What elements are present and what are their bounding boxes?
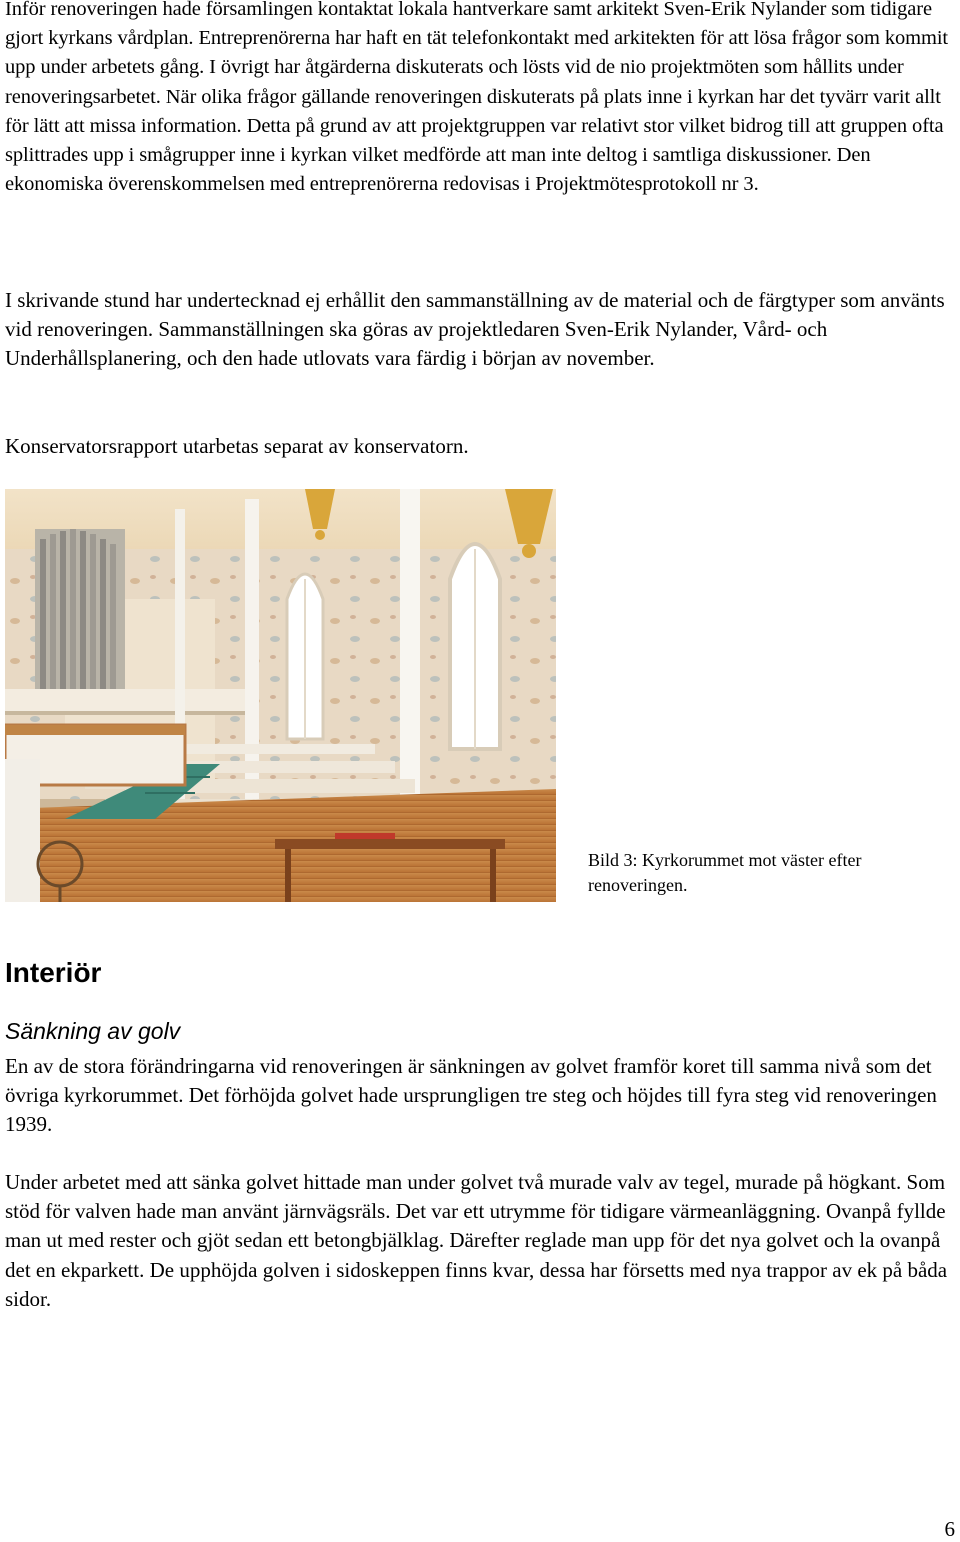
paragraph-under-floor-findings: Under arbetet med att sänka golvet hittade man under golvet två murade valv av tegel, murade på högkant. Som stöd för valven hade man använt järnvägsräls. Det var ett utrymme för tidigare värmeanläggning. Ovanpå fyllde man ut med rester och gjöt sedan ett betongbjälklag. Därefter reglade man upp för det nya golvet och la ovanpå det en ekparkett. De upphöjda golven i sidoskeppen finns kvar, dessa har försetts med nya trappor av ek på båda sidor. (5, 1170, 948, 1311)
paragraph-material-summary: I skrivande stund har undertecknad ej erhållit den sammanställning av de material och de färgtyper som använts vid renoveringen. Sammanställningen ska göras av projektledaren Sven-Erik Nylander, Vård- och Underhållsplanering, och den hade utlovats vara färdig i början av november. (5, 288, 945, 371)
paragraph-floor-lowering: En av de stora förändringarna vid renoveringen är sänkningen av golvet framför koret till samma nivå som det övriga kyrkorummet. Det förhöjda golvet hade ursprungligen tre steg och höjdes till fyra steg vid renoveringen 1939. (5, 1054, 937, 1137)
church-interior-photo (5, 489, 556, 902)
figure-caption: Bild 3: Kyrkorummet mot väster efter renoveringen. (588, 850, 862, 895)
page-number: 6 (944, 1517, 955, 1541)
paragraph-project-meetings: Inför renoveringen hade församlingen kontaktat lokala hantverkare samt arkitekt Sven-Erik Nylander som tidigare gjort kyrkans vårdplan. Entreprenörerna har haft en tät telefonkontakt med arkitekten för att lösa frågor som kommit upp under arbetets gång. I övrigt har åtgärderna diskuterats och lösts vid de nio projektmöten som hållits under renoveringsarbetet. När olika frågor gällande renoveringen diskuterats på plats inne i kyrkan har det tyvärr varit allt för lätt att missa information. Detta på grund av att projektgruppen var relativt stor vilket bidrog till att gruppen ofta splittrades upp i smågrupper inne i kyrkan vilket medförde att man inte deltog i samtliga diskussioner. Den ekonomiska överenskommelsen med entreprenörerna redovisas i Projektmötesprotokoll nr 3. (5, 0, 949, 196)
section-subtitle: Sänkning av golv (5, 1018, 181, 1044)
paragraph-conservator-report: Konservatorsrapport utarbetas separat av konservatorn. (5, 434, 469, 458)
section-title: Interiör (5, 957, 102, 988)
